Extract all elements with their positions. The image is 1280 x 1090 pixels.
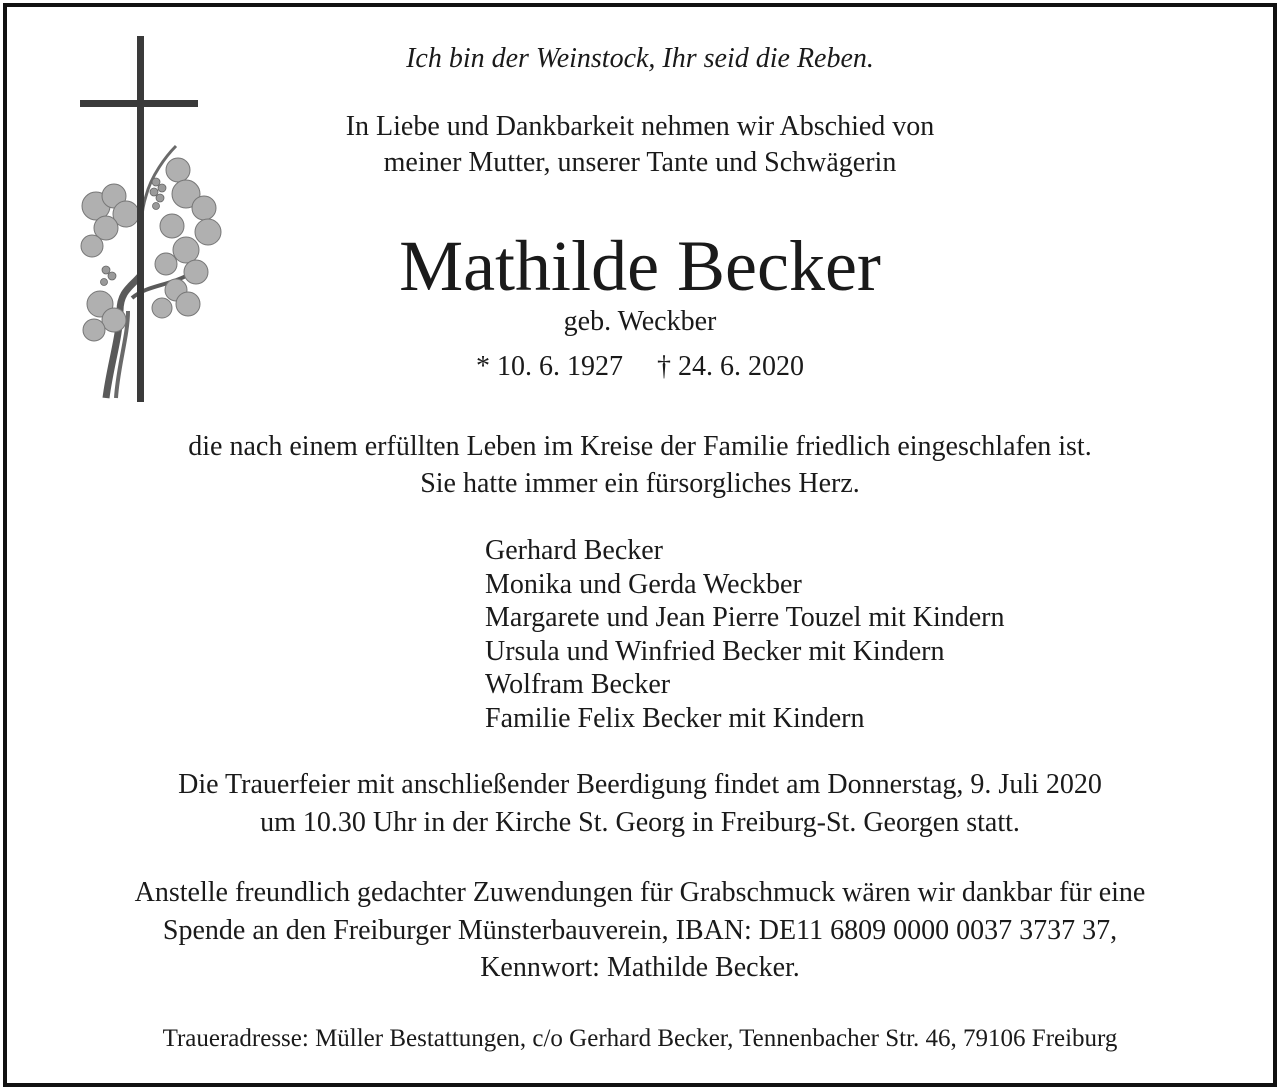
mourning-address: Traueradresse: Müller Bestattungen, c/o Gerhard Becker, Tennenbacher Str. 46, 79106 Freiburg [162,1025,1118,1052]
maiden-name: geb. Weckber [563,306,717,337]
birth-date: * 10. 6. 1927 [476,351,623,382]
mourner-entry: Wolfram Becker [485,669,671,701]
life-dates [0,350,1280,384]
funeral-info-line: um 10.30 Uhr in der Kirche St. Georg in Freiburg-St. Georgen statt. [260,807,1020,838]
death-date: † 24. 6. 2020 [657,351,804,382]
mourner-entry: Monika und Gerda Weckber [485,568,802,600]
intro-line: In Liebe und Dankbarkeit nehmen wir Abschied von [345,111,935,142]
donation-info-line: Spende an den Freiburger Münsterbauverein, IBAN: DE11 6809 0000 0037 3737 37, [162,915,1118,946]
mourner-entry: Ursula und Winfried Becker mit Kindern [485,635,945,667]
mourner-entry: Margarete und Jean Pierre Touzel mit Kindern [485,602,1005,634]
donation-info-line: Anstelle freundlich gedachter Zuwendungen für Grabschmuck wären wir dankbar für eine [134,877,1146,908]
motto-line: Ich bin der Weinstock, Ihr seid die Reben. [406,43,874,74]
cross-with-grapevine-icon [76,36,226,404]
mourners-list [485,534,1185,736]
mourner-entry: Familie Felix Becker mit Kindern [485,702,865,734]
description-line: Sie hatte immer ein fürsorgliches Herz. [420,468,860,499]
mourner-entry: Gerhard Becker [485,535,664,566]
deceased-name: Mathilde Becker [399,226,881,306]
description-line: die nach einem erfüllten Leben im Kreise der Familie friedlich eingeschlafen ist. [188,431,1092,462]
intro-line: meiner Mutter, unserer Tante und Schwägerin [383,147,897,178]
donation-info-line: Kennwort: Mathilde Becker. [480,952,800,983]
funeral-info-line: Die Trauerfeier mit anschließender Beerdigung findet am Donnerstag, 9. Juli 2020 [178,769,1102,800]
